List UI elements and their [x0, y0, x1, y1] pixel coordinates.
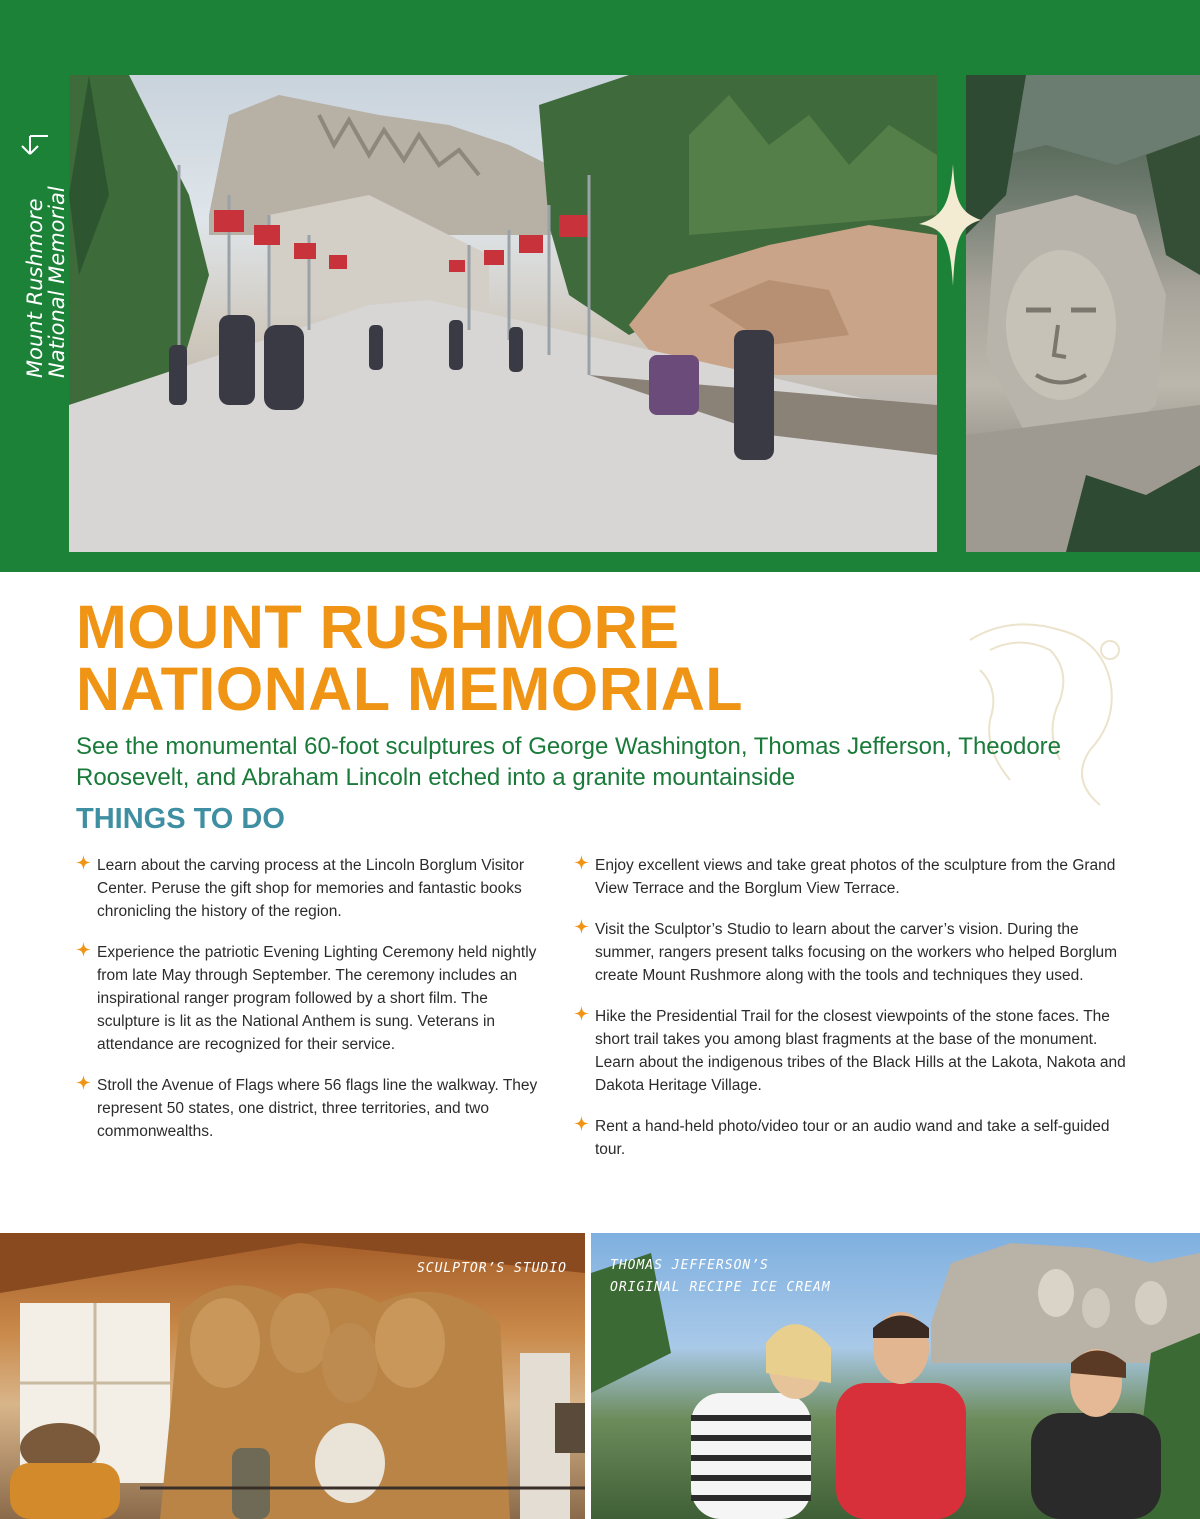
- list-item-text: Hike the Presidential Trail for the closest viewpoints of the stone faces. The short trail takes you among blast fragments at the base of the monument. Learn about the indigenous tribes of the Black Hills at the Lakota, Nakota and Dakota Heritage Village.: [595, 1008, 1126, 1094]
- list-item-text: Visit the Sculptor’s Studio to learn about the carver’s vision. During the summer, rangers present talks focusing on the workers who helped Borglum create Mount Rushmore along with the tools and techniques they used.: [595, 921, 1118, 984]
- list-item: [76, 854, 546, 923]
- lincoln-sculpture-photo: [966, 75, 1200, 552]
- list-item: [574, 1005, 1134, 1097]
- ice-cream-caption-line-1: THOMAS JEFFERSON’S: [610, 1258, 769, 1273]
- things-to-do-right-column: [574, 854, 1134, 1161]
- list-item: [574, 918, 1134, 987]
- ice-cream-caption: [610, 1255, 831, 1299]
- vertical-label-svg: [4, 80, 68, 380]
- avenue-of-flags-photo: [69, 75, 937, 552]
- ice-cream-caption-line-2: ORIGINAL RECIPE ICE CREAM: [610, 1280, 831, 1295]
- subtitle: See the monumental 60-foot sculptures of George Washington, Thomas Jefferson, Theodore Roosevelt, and Abraham Lincoln etched into a granite mountainside: [76, 733, 1062, 791]
- avenue-of-flags-illustration: [69, 75, 937, 552]
- four-point-star-icon: [574, 1006, 589, 1021]
- list-item: [76, 941, 546, 1056]
- title-line-2: NATIONAL MEMORIAL: [76, 655, 744, 723]
- list-item-text: Learn about the carving process at the Lincoln Borglum Visitor Center. Peruse the gift shop for memories and fantastic books chronicling the history of the region.: [97, 857, 525, 920]
- four-point-star-icon: [574, 1116, 589, 1131]
- ice-cream-photo: [591, 1233, 1200, 1519]
- four-point-star-icon: [574, 919, 589, 934]
- list-item-text: Rent a hand-held photo/video tour or an audio wand and take a self-guided tour.: [595, 1118, 1110, 1158]
- list-item: [574, 1115, 1134, 1161]
- title-line-1: MOUNT RUSHMORE: [76, 593, 680, 661]
- sculptors-studio-photo: [0, 1233, 585, 1519]
- section-heading-things-to-do: THINGS TO DO: [76, 803, 285, 835]
- four-point-star-icon: [76, 942, 91, 957]
- vertical-photo-label: [4, 80, 68, 380]
- down-right-arrow-icon: [22, 136, 48, 154]
- page-title: [76, 593, 744, 723]
- sparkle-star-icon: [915, 160, 985, 290]
- things-to-do-left-column: [76, 854, 546, 1143]
- vertical-label-line-2: National Memorial: [45, 186, 68, 378]
- hero-band: [0, 0, 1200, 572]
- vertical-label-line-1: Mount Rushmore: [23, 198, 47, 378]
- list-item-text: Stroll the Avenue of Flags where 56 flags line the walkway. They represent 50 states, one district, three territories, and two commonwealths.: [97, 1077, 538, 1140]
- sculptors-studio-caption: SCULPTOR’S STUDIO: [416, 1261, 567, 1276]
- four-point-star-icon: [574, 855, 589, 870]
- list-item: [574, 854, 1134, 900]
- four-point-star-icon: [76, 1075, 91, 1090]
- list-item-text: Enjoy excellent views and take great photos of the sculpture from the Grand View Terrace and the Borglum View Terrace.: [595, 857, 1116, 897]
- four-point-star-icon: [76, 855, 91, 870]
- list-item: [76, 1074, 546, 1143]
- lincoln-sculpture-illustration: [966, 75, 1200, 552]
- list-item-text: Experience the patriotic Evening Lighting Ceremony held nightly from late May through September. The ceremony includes an inspirational ranger program followed by a short film. The sculpture is lit as the National Anthem is sung. Veterans in attendance are recognized for their service.: [97, 944, 537, 1053]
